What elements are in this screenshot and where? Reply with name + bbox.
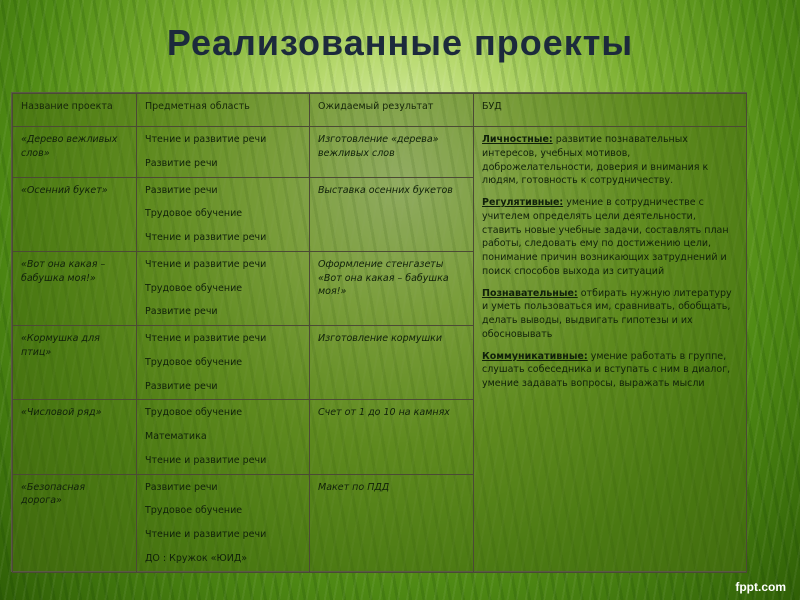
subject: ДО : Кружок «ЮИД» [145,553,248,565]
subject-area [137,127,310,178]
subject: Трудовое обучение [145,356,243,368]
header-project-name: Название проекта [13,94,137,127]
subject: Чтение и развитие речи [145,232,267,244]
subject: Развитие речи [145,380,218,392]
expected-result: Счет от 1 до 10 на камнях [310,400,474,474]
footer-logo: fppt.com [735,580,786,594]
bud-regulatory: Регулятивные: умение в сотрудничестве с учителем определять цели деятельности, ставить новые учебные задачи, составлять план работы, следовать ему по достижению цели, понимание причин возникающих затруднений и поиск способов выхода из ситуаций [482,197,729,277]
expected-result: Изготовление кормушки [310,326,474,400]
subject: Развитие речи [145,306,218,318]
subject: Трудовое обучение [145,505,243,517]
subject: Развитие речи [145,184,218,196]
slide-title: Реализованные проекты [166,22,634,63]
subject: Чтение и развитие речи [145,258,267,270]
table-row [13,127,747,178]
expected-result: Макет по ПДД [310,474,474,572]
bud-cognitive: Познавательные: отбирать нужную литературу и уметь пользоваться им, сравнивать, обобщать, делать выводы, выдвигать гипотезы и их обосновывать [482,287,732,340]
bud-communicative: Коммуникативные: умение работать в группе, слушать собеседника и вступать с ним в диалог, умение задавать вопросы, выражать мысли [482,350,731,390]
project-name: «Вот она какая – бабушка моя!» [13,251,137,325]
subject: Математика [145,431,207,443]
projects-table [12,93,747,573]
header-expected-result: Ожидаемый результат [310,94,474,127]
subject-area [137,474,310,572]
project-name: «Осенний букет» [13,177,137,251]
bud-personal: Личностные: развитие познавательных интересов, учебных мотивов, доброжелательности, доверия и внимания к людям, готовность к сотрудничеству. [482,134,709,187]
expected-result: Оформление стенгазеты «Вот она какая – бабушка моя!» [310,251,474,325]
expected-result: Изготовление «дерева» вежливых слов [310,127,474,178]
project-name: «Безопасная дорога» [13,474,137,572]
subject: Чтение и развитие речи [145,529,267,541]
subject: Трудовое обучение [145,208,243,220]
subject: Развитие речи [145,157,218,169]
projects-table-container [11,92,747,572]
project-name: «Дерево вежливых слов» [13,127,137,178]
subject: Чтение и развитие речи [145,454,267,466]
bud-cell [474,127,747,573]
subject: Трудовое обучение [145,282,243,294]
subject: Чтение и развитие речи [145,333,267,345]
subject-area [137,177,310,251]
subject: Чтение и развитие речи [145,134,267,145]
expected-result: Выставка осенних букетов [310,177,474,251]
header-subject-area: Предметная область [137,94,310,127]
subject: Развитие речи [145,481,218,493]
header-bud: БУД [474,94,747,127]
project-name: «Числовой ряд» [13,400,137,474]
table-header-row [13,94,747,127]
subject-area [137,326,310,400]
project-name: «Кормушка для птиц» [13,326,137,400]
subject-area [137,400,310,474]
subject: Трудовое обучение [145,407,243,419]
subject-area [137,251,310,325]
